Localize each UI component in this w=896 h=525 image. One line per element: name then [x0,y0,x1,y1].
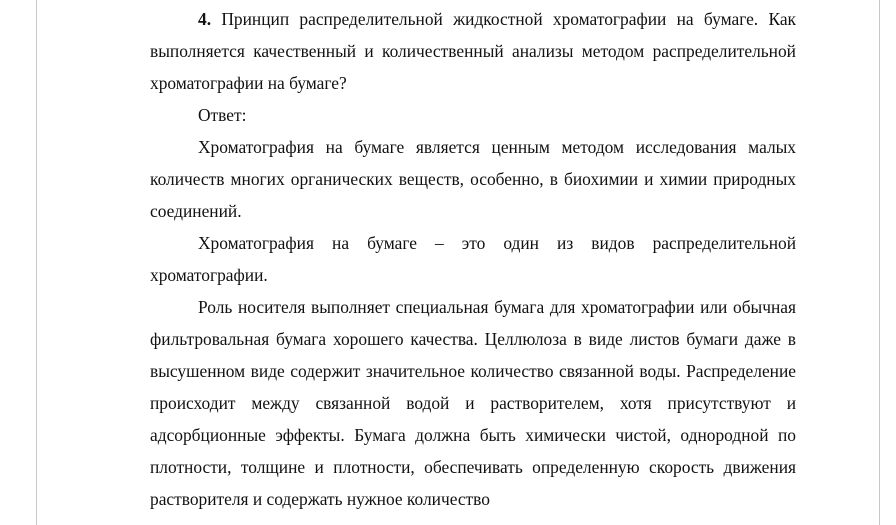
answer-label: Ответ: [198,105,247,125]
document-page [150,3,796,515]
question-text: Принцип распределительной жидкостной хроматографии на бумаге. Как выполняется качественный и количественный анализы методом распределительной хроматографии на бумаге? [150,9,796,93]
question-number: 4. [198,9,212,29]
body-paragraph-3: Роль носителя выполняет специальная бумага для хроматографии или обычная фильтровальная бумага хорошего качества. Целлюлоза в виде листов бумаги даже в высушенном виде содержит значительное количество связанной воды. Распределение происходит между связанной водой и растворителем, хотя присутствуют и адсорбционные эффекты. Бумага должна быть химически чистой, однородной по плотности, толщине и плотности, обеспечивать определенную скорость движения растворителя и содержать нужное количество [150,297,796,509]
page-right-border [879,0,880,525]
page-left-border [36,0,37,525]
question-paragraph [150,3,796,99]
body-paragraph-2: Хроматография на бумаге – это один из видов распределительной хроматографии. [150,233,796,285]
body-paragraph-1: Хроматография на бумаге является ценным методом исследования малых количеств многих органических веществ, особенно, в биохимии и химии природных соединений. [150,137,796,221]
